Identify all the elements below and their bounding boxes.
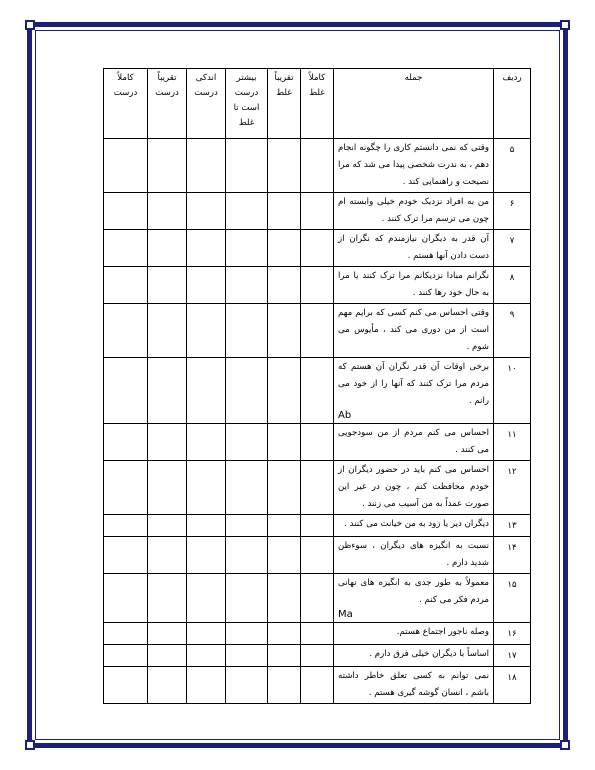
table-row xyxy=(104,304,531,358)
row-number: ۱۸ xyxy=(494,667,531,704)
answer-cell[interactable] xyxy=(226,461,268,515)
answer-cell[interactable] xyxy=(268,667,301,704)
answer-cell[interactable] xyxy=(301,461,334,515)
answer-cell[interactable] xyxy=(104,623,148,645)
answer-cell[interactable] xyxy=(148,358,187,424)
table-row xyxy=(104,645,531,667)
answer-cell[interactable] xyxy=(104,515,148,537)
answer-cell[interactable] xyxy=(148,645,187,667)
answer-cell[interactable] xyxy=(187,304,226,358)
answer-cell[interactable] xyxy=(187,358,226,424)
answer-cell[interactable] xyxy=(301,424,334,461)
answer-cell[interactable] xyxy=(104,230,148,267)
statement-cell xyxy=(334,537,494,574)
answer-cell[interactable] xyxy=(301,267,334,304)
questionnaire-table xyxy=(103,68,531,704)
statement-text: احساس می کنم باید در حضور دیگران از خودم محافظت کنم ، چون در غیر این صورت عمداً به من آسیب می زنند . xyxy=(338,465,489,509)
answer-cell[interactable] xyxy=(268,645,301,667)
answer-cell[interactable] xyxy=(104,645,148,667)
statement-cell xyxy=(334,667,494,704)
table-row xyxy=(104,515,531,537)
table-row xyxy=(104,574,531,623)
statement-cell xyxy=(334,267,494,304)
answer-cell[interactable] xyxy=(104,667,148,704)
statement-cell xyxy=(334,139,494,193)
answer-cell[interactable] xyxy=(187,537,226,574)
header-completely-true: کاملاً درست xyxy=(104,69,148,139)
answer-cell[interactable] xyxy=(226,230,268,267)
answer-cell[interactable] xyxy=(226,193,268,230)
statement-cell xyxy=(334,424,494,461)
header-almost-true: تقریباً درست xyxy=(148,69,187,139)
statement-cell xyxy=(334,230,494,267)
answer-cell[interactable] xyxy=(104,139,148,193)
row-number: ۱۱ xyxy=(494,424,531,461)
row-number: ۱۰ xyxy=(494,358,531,424)
scale-tag: Ma xyxy=(338,609,353,620)
statement-text: معمولاً به طور جدی به انگیزه های نهانی مردم فکر می کنم . xyxy=(338,578,489,605)
table-row xyxy=(104,537,531,574)
answer-cell[interactable] xyxy=(268,515,301,537)
answer-cell[interactable] xyxy=(187,645,226,667)
answer-cell[interactable] xyxy=(268,537,301,574)
answer-cell[interactable] xyxy=(268,574,301,623)
answer-cell[interactable] xyxy=(301,645,334,667)
header-more-true-than-false: بیشتر درست است تا غلط xyxy=(226,69,268,139)
statement-text: وقتی که نمی دانستم کاری را چگونه انجام دهم ، به ندرت شخصی پیدا می شد که مرا نصیحت و راهنمایی کند . xyxy=(338,143,489,187)
header-sentence: جمله xyxy=(334,69,494,139)
statement-cell xyxy=(334,515,494,537)
table-row xyxy=(104,667,531,704)
header-almost-false: تقریباً غلط xyxy=(268,69,301,139)
table-row xyxy=(104,623,531,645)
statement-cell xyxy=(334,645,494,667)
answer-cell[interactable] xyxy=(148,537,187,574)
answer-cell[interactable] xyxy=(187,667,226,704)
answer-cell[interactable] xyxy=(226,574,268,623)
answer-cell[interactable] xyxy=(301,230,334,267)
answer-cell[interactable] xyxy=(301,193,334,230)
table-row xyxy=(104,461,531,515)
statement-text: دیگران دیر یا زود به من خیانت می کنند . xyxy=(344,519,489,529)
table-row xyxy=(104,139,531,193)
answer-cell[interactable] xyxy=(148,574,187,623)
table-row xyxy=(104,358,531,424)
statement-cell xyxy=(334,574,494,623)
table-row xyxy=(104,193,531,230)
answer-cell[interactable] xyxy=(104,304,148,358)
header-slightly-true: اندکی درست xyxy=(187,69,226,139)
answer-cell[interactable] xyxy=(226,645,268,667)
answer-cell[interactable] xyxy=(268,230,301,267)
answer-cell[interactable] xyxy=(226,358,268,424)
answer-cell[interactable] xyxy=(226,667,268,704)
header-completely-false: کاملاً غلط xyxy=(301,69,334,139)
answer-cell[interactable] xyxy=(268,193,301,230)
answer-cell[interactable] xyxy=(187,515,226,537)
row-number: ۶ xyxy=(494,193,531,230)
corner-ornament xyxy=(25,740,35,750)
answer-cell[interactable] xyxy=(187,193,226,230)
header-row xyxy=(104,69,531,139)
statement-cell xyxy=(334,623,494,645)
row-number: ۵ xyxy=(494,139,531,193)
answer-cell[interactable] xyxy=(187,623,226,645)
answer-cell[interactable] xyxy=(148,193,187,230)
statement-text: برخی اوقات آن قدر نگران آن هستم که مردم مرا ترک کنند که آنها را از خود می رانم . xyxy=(338,362,489,406)
table-row xyxy=(104,230,531,267)
answer-cell[interactable] xyxy=(187,461,226,515)
answer-cell[interactable] xyxy=(301,537,334,574)
statement-text: نسبت به انگیزه های دیگران ، سوءظن شدید دارم . xyxy=(338,541,489,568)
answer-cell[interactable] xyxy=(301,623,334,645)
answer-cell[interactable] xyxy=(226,515,268,537)
statement-cell xyxy=(334,461,494,515)
statement-cell xyxy=(334,304,494,358)
corner-ornament xyxy=(560,20,570,30)
answer-cell[interactable] xyxy=(268,461,301,515)
answer-cell[interactable] xyxy=(104,461,148,515)
answer-cell[interactable] xyxy=(148,230,187,267)
answer-cell[interactable] xyxy=(301,139,334,193)
answer-cell[interactable] xyxy=(301,515,334,537)
answer-cell[interactable] xyxy=(226,139,268,193)
statement-cell xyxy=(334,358,494,424)
answer-cell[interactable] xyxy=(148,667,187,704)
row-number: ۱۴ xyxy=(494,537,531,574)
answer-cell[interactable] xyxy=(104,358,148,424)
answer-cell[interactable] xyxy=(104,537,148,574)
row-number: ۱۵ xyxy=(494,574,531,623)
statement-text: وقتی احساس می کنم کسی که برایم مهم است از من دوری می کند ، مأیوس می شوم . xyxy=(338,308,489,352)
answer-cell[interactable] xyxy=(268,139,301,193)
row-number: ۱۳ xyxy=(494,515,531,537)
answer-cell[interactable] xyxy=(148,304,187,358)
answer-cell[interactable] xyxy=(301,304,334,358)
table-row xyxy=(104,424,531,461)
answer-cell[interactable] xyxy=(226,537,268,574)
answer-cell[interactable] xyxy=(301,667,334,704)
answer-cell[interactable] xyxy=(148,623,187,645)
answer-cell[interactable] xyxy=(268,267,301,304)
answer-cell[interactable] xyxy=(148,139,187,193)
answer-cell[interactable] xyxy=(268,304,301,358)
answer-cell[interactable] xyxy=(301,574,334,623)
row-number: ۹ xyxy=(494,304,531,358)
answer-cell[interactable] xyxy=(104,424,148,461)
answer-cell[interactable] xyxy=(148,461,187,515)
row-number: ۱۷ xyxy=(494,645,531,667)
answer-cell[interactable] xyxy=(104,193,148,230)
statement-text: احساس می کنم مردم از من سودجویی می کنند . xyxy=(338,428,489,455)
answer-cell[interactable] xyxy=(226,267,268,304)
statement-text: وصله ناجور اجتماع هستم. xyxy=(396,627,489,637)
answer-cell[interactable] xyxy=(187,267,226,304)
answer-cell[interactable] xyxy=(187,574,226,623)
answer-cell[interactable] xyxy=(268,623,301,645)
answer-cell[interactable] xyxy=(187,230,226,267)
answer-cell[interactable] xyxy=(104,574,148,623)
answer-cell[interactable] xyxy=(226,424,268,461)
answer-cell[interactable] xyxy=(187,139,226,193)
row-number: ۸ xyxy=(494,267,531,304)
answer-cell[interactable] xyxy=(268,358,301,424)
statement-text: من به افراد نزدیک خودم خیلی وابسته ام چون می ترسم مرا ترک کنند . xyxy=(338,197,489,224)
statement-text: اساساً با دیگران خیلی فرق دارم . xyxy=(369,649,489,659)
answer-cell[interactable] xyxy=(226,623,268,645)
answer-cell[interactable] xyxy=(268,424,301,461)
answer-cell[interactable] xyxy=(187,424,226,461)
answer-cell[interactable] xyxy=(148,515,187,537)
corner-ornament xyxy=(25,20,35,30)
row-number: ۱۲ xyxy=(494,461,531,515)
statement-text: نگرانم مبادا نزدیکانم مرا ترک کنند یا مرا به حال خود رها کنند . xyxy=(338,271,489,298)
table-row xyxy=(104,267,531,304)
scale-tag: Ab xyxy=(338,410,352,421)
answer-cell[interactable] xyxy=(104,267,148,304)
statement-text: نمی توانم به کسی تعلق خاطر داشته باشم ، انسان گوشه گیری هستم . xyxy=(338,671,489,698)
answer-cell[interactable] xyxy=(301,358,334,424)
statement-text: آن قدر به دیگران نیازمندم که نگران از دست دادن آنها هستم . xyxy=(338,234,489,261)
header-row-number: ردیف xyxy=(494,69,531,139)
row-number: ۷ xyxy=(494,230,531,267)
answer-cell[interactable] xyxy=(148,424,187,461)
answer-cell[interactable] xyxy=(148,267,187,304)
corner-ornament xyxy=(560,740,570,750)
row-number: ۱۶ xyxy=(494,623,531,645)
statement-cell xyxy=(334,193,494,230)
answer-cell[interactable] xyxy=(226,304,268,358)
